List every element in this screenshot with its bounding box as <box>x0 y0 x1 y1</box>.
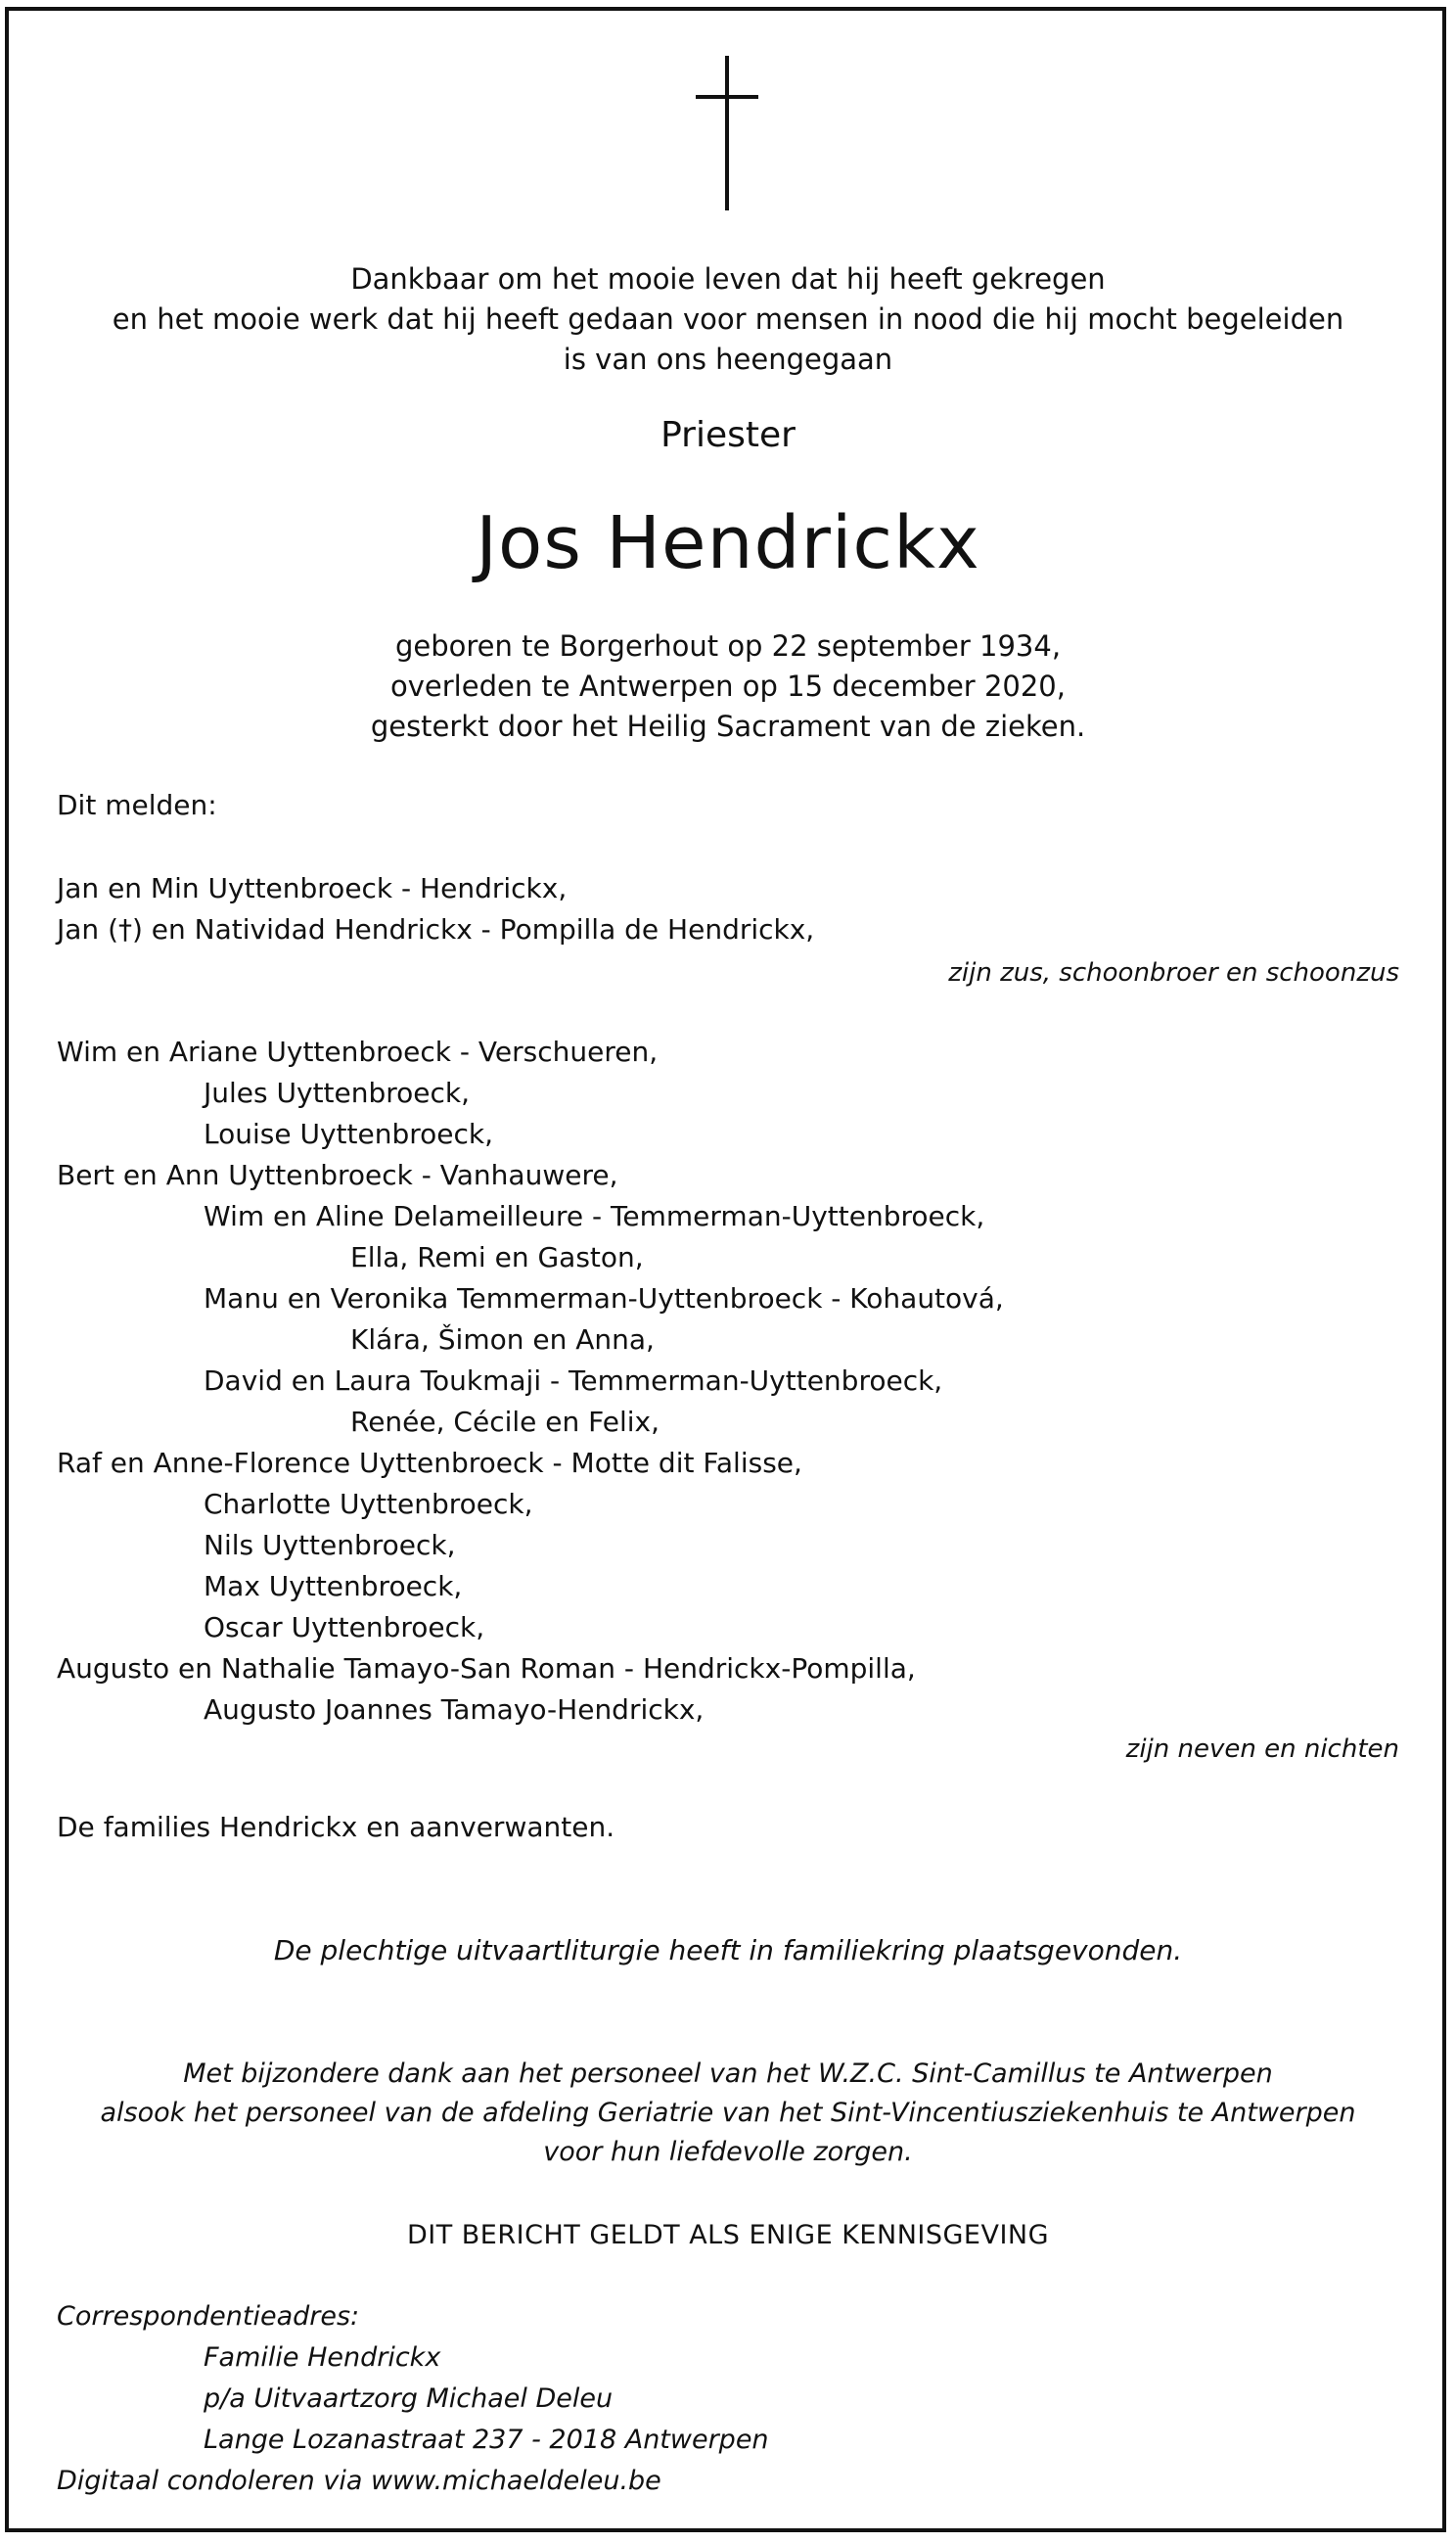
family-line: Manu en Veronika Temmerman-Uyttenbroeck - Kohautová, <box>204 1282 1004 1315</box>
family-line: David en Laura Toukmaji - Temmerman-Uyttenbroeck, <box>204 1364 943 1397</box>
thanks-line: voor hun liefdevolle zorgen. <box>543 2137 913 2167</box>
family-line: Charlotte Uyttenbroeck, <box>204 1488 533 1520</box>
siblings-relation: zijn zus, schoonbroer en schoonzus <box>948 958 1399 988</box>
family-line: Nils Uyttenbroeck, <box>204 1529 456 1561</box>
family-line: Augusto en Nathalie Tamayo-San Roman - Hendrickx-Pompilla, <box>57 1652 916 1685</box>
families-text: De families Hendrickx en aanverwanten. <box>57 1811 615 1843</box>
correspondence-line: p/a Uitvaartzorg Michael Deleu <box>204 2383 614 2414</box>
family-line: Klára, Šimon en Anna, <box>350 1323 655 1356</box>
dates-text <box>0 626 1456 747</box>
family-line: Bert en Ann Uyttenbroeck - Vanhauwere, <box>57 1159 618 1191</box>
dates-line: geboren te Borgerhout op 22 september 1934, <box>394 629 1062 663</box>
correspondence-line: Lange Lozanastraat 237 - 2018 Antwerpen <box>204 2425 769 2455</box>
family-line: Renée, Cécile en Felix, <box>350 1406 660 1438</box>
family-line: Louise Uyttenbroeck, <box>204 1118 494 1150</box>
family-line: Raf en Anne-Florence Uyttenbroeck - Motte dit Falisse, <box>57 1447 802 1479</box>
family-line: Ella, Remi en Gaston, <box>350 1241 644 1273</box>
family-line: Augusto Joannes Tamayo-Hendrickx, <box>204 1693 705 1726</box>
correspondence-label: Correspondentieadres: <box>57 2301 360 2332</box>
thanks-line: alsook het personeel van de afdeling Geriatrie van het Sint-Vincentiusziekenhuis te Antwerpen <box>100 2098 1356 2128</box>
thanks-line: Met bijzondere dank aan het personeel van het W.Z.C. Sint-Camillus te Antwerpen <box>183 2058 1273 2089</box>
intro-line: en het mooie werk dat hij heeft gedaan voor mensen in nood die hij mocht begeleiden <box>112 302 1344 336</box>
family-line: Wim en Ariane Uyttenbroeck - Verschueren, <box>57 1036 659 1068</box>
liturgy-text: De plechtige uitvaartliturgie heeft in familiekring plaatsgevonden. <box>273 1934 1183 1966</box>
family-line: Max Uyttenbroeck, <box>204 1570 463 1602</box>
family-line: Wim en Aline Delameilleure - Temmerman-Uyttenbroeck, <box>204 1200 985 1232</box>
family-line: Oscar Uyttenbroeck, <box>204 1611 485 1643</box>
sibling-line: Jan (†) en Natividad Hendrickx - Pompilla de Hendrickx, <box>57 913 815 946</box>
cross-icon <box>0 56 1456 210</box>
thanks-text <box>0 2055 1456 2172</box>
intro-line: Dankbaar om het mooie leven dat hij heeft gekregen <box>350 262 1106 296</box>
dates-line: gesterkt door het Heilig Sacrament van de zieken. <box>370 710 1086 743</box>
title: Priester <box>660 415 796 455</box>
family-relation: zijn neven en nichten <box>1125 1734 1399 1764</box>
family-line: Jules Uyttenbroeck, <box>204 1077 471 1109</box>
notice-text: DIT BERICHT GELDT ALS ENIGE KENNISGEVING <box>406 2220 1050 2250</box>
dates-line: overleden te Antwerpen op 15 december 2020, <box>390 670 1066 703</box>
correspondence-line: Familie Hendrickx <box>204 2342 441 2373</box>
deceased-name: Jos Hendrickx <box>476 501 980 585</box>
sibling-line: Jan en Min Uyttenbroeck - Hendrickx, <box>57 872 568 904</box>
online-condolence: Digitaal condoleren via www.michaeldeleu.be <box>57 2466 661 2496</box>
intro-line: is van ons heengegaan <box>563 343 893 376</box>
intro-text <box>0 259 1456 380</box>
announce-text: Dit melden: <box>57 789 217 821</box>
